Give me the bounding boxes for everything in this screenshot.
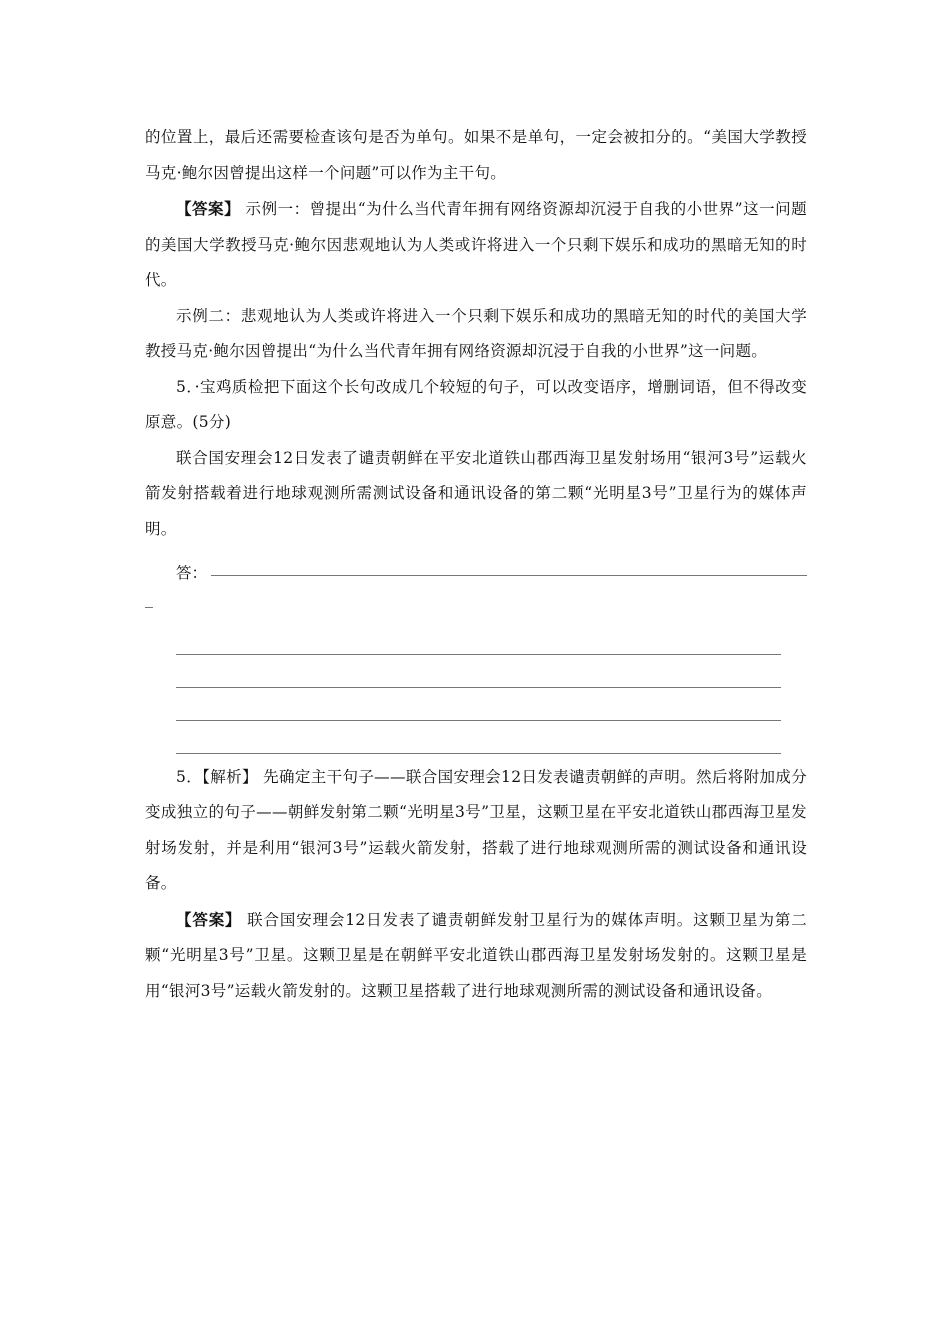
answer-blank-line[interactable] — [176, 688, 781, 721]
question-5-source-sentence — [145, 441, 807, 548]
question-5 — [145, 370, 807, 441]
paragraph-text: 联合国安理会12日发表了谴责朝鲜发射卫星行为的媒体声明。这颗卫星为第二颗“光明星3号”卫星。这颗卫星是在朝鲜平安北道铁山郡西海卫星发射场发射的。这颗卫星是用“银河3号”运载火箭发射的。这颗卫星搭载了进行地球观测所需的测试设备和通讯设备。 — [145, 910, 808, 1000]
paragraph-answer-example-1 — [145, 191, 807, 299]
paragraph-answer-example-2 — [145, 299, 807, 370]
paragraph-text: 联合国安理会12日发表了谴责朝鲜在平安北道铁山郡西海卫星发射场用“银河3号”运载火箭发射搭载着进行地球观测所需测试设备和通讯设备的第二颗“光明星3号”卫星行为的媒体声明。 — [145, 448, 807, 538]
answer-blank-line[interactable] — [211, 553, 807, 576]
answer-line-stub — [145, 583, 153, 608]
paragraph-text: 5．【解析】 先确定主干句子——联合国安理会12日发表谴责朝鲜的声明。然后将附加成分变成独立的句子——朝鲜发射第二颗“光明星3号”卫星，这颗卫星在平安北道铁山郡西海卫星发射场发射，并是利用“银河3号”运载火箭发射，搭载了进行地球观测所需的测试设备和通讯设备。 — [145, 767, 807, 892]
answer-blank-line[interactable] — [176, 655, 781, 688]
paragraph-analysis-continued — [145, 120, 807, 191]
answer-blank-lines — [176, 622, 781, 754]
answer-tag: 【答案】 — [176, 199, 241, 218]
document-page — [145, 120, 807, 1009]
paragraph-text: 示例一：曾提出“为什么当代青年拥有网络资源却沉浸于自我的小世界”这一问题的美国大学教授马克·鲍尔因悲观地认为人类或许将进入一个只剩下娱乐和成功的黑暗无知的时代。 — [145, 200, 807, 289]
answer-tag: 【答案】 — [176, 909, 242, 929]
question-5-analysis — [145, 760, 807, 902]
answer-blank-line[interactable] — [176, 622, 781, 655]
question-text: 5．·宝鸡质检把下面这个长句改成几个较短的句子，可以改变语序，增删词语，但不得改变原意。(5分) — [145, 377, 807, 431]
question-5-answer — [145, 902, 807, 1010]
paragraph-text: 示例二：悲观地认为人类或许将进入一个只剩下娱乐和成功的黑暗无知的时代的美国大学教授马克·鲍尔因曾提出“为什么当代青年拥有网络资源却沉浸于自我的小世界”这一问题。 — [145, 306, 807, 360]
answer-row — [145, 547, 807, 583]
paragraph-text: 的位置上，最后还需要检查该句是否为单句。如果不是单句，一定会被扣分的。“美国大学教授马克·鲍尔因曾提出这样一个问题”可以作为主干句。 — [145, 128, 807, 182]
answer-blank-line[interactable] — [176, 721, 781, 754]
answer-label: 答： — [176, 563, 208, 582]
